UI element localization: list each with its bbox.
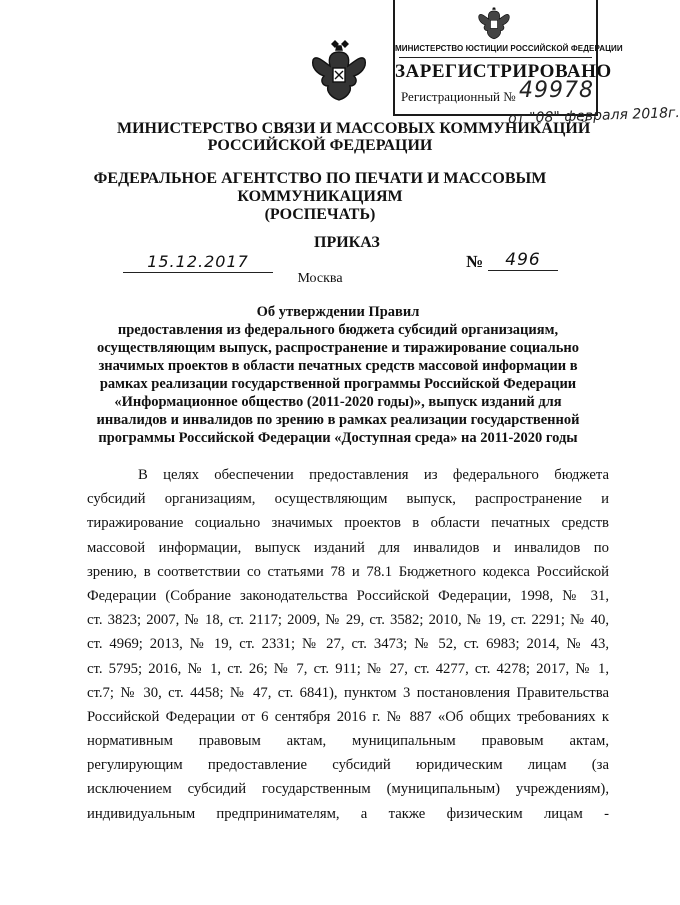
body-line: массовой информации, выпуск изданий для инвалидов и инвалидов по bbox=[87, 539, 609, 556]
stamp-reg-number: 49978 bbox=[519, 78, 594, 103]
stamp-divider bbox=[399, 57, 592, 58]
subject-line: предоставления из федерального бюджета субсидий организациям, bbox=[117, 322, 559, 338]
body-line: ст.7; № 30, ст. 4458; № 47, ст. 6841), пунктом 3 постановления Правительства bbox=[87, 684, 609, 701]
body-line: ст. 5795; 2016, № 1, ст. 26; № 7, ст. 911; № 27, ст. 4277, ст. 4278; 2017, № 1, bbox=[87, 660, 609, 677]
body-line: Федерации (Собрание законодательства Российской Федерации, 1998, № 31, bbox=[87, 587, 609, 604]
body-line: тиражирование социально значимых проектов в области печатных средств bbox=[87, 515, 609, 532]
stamp-reg-date: от "08" февраля 2018г. bbox=[507, 105, 680, 127]
subject-line: осуществляющим выпуск, распространение и тиражирование социально bbox=[97, 340, 579, 356]
body-line: зрению, в соответствии со статьями 78 и 78.1 Бюджетного кодекса Российской bbox=[87, 563, 609, 580]
agency-name-line2: КОММУНИКАЦИЯМ bbox=[237, 188, 403, 205]
body-line: регулирующим предоставление субсидий юридическим лицам (за bbox=[87, 757, 609, 774]
order-number-label: № bbox=[466, 252, 484, 271]
body-line: ст. 3823; 2007, № 18, ст. 2117; 2009, № 29, ст. 3582; 2010, № 19, ст. 2291; № 40, bbox=[87, 612, 609, 629]
subject-line: значимых проектов в области печатных средств массовой информации в bbox=[98, 358, 578, 374]
coat-of-arms-icon bbox=[310, 40, 368, 102]
body-line: субсидий организациям, осуществляющим выпуск, распространение и bbox=[87, 491, 609, 508]
body-line: ст. 4969; 2013, № 19, ст. 2331; № 27, ст. 3473; № 52, ст. 6983; 2014, № 43, bbox=[87, 636, 609, 653]
subject-line: «Информационное общество (2011-2020 годы)», выпуск изданий для bbox=[114, 394, 562, 410]
stamp-ministry: МИНИСТЕРСТВО ЮСТИЦИИ РОССИЙСКОЙ ФЕДЕРАЦИИ bbox=[395, 44, 623, 53]
subject-line: Об утверждении Правил bbox=[256, 304, 420, 320]
body-text bbox=[87, 465, 609, 820]
ministry-name-line1: МИНИСТЕРСТВО СВЯЗИ И МАССОВЫХ КОММУНИКАЦИЙ bbox=[117, 120, 591, 137]
body-line: В целях обеспечении предоставления из федерального бюджета bbox=[138, 467, 609, 483]
ministry-name-line2: РОССИЙСКОЙ ФЕДЕРАЦИИ bbox=[207, 137, 433, 154]
subject-line: рамках реализации государственной программы Российской Федерации bbox=[99, 376, 577, 392]
subject-line: программы Российской Федерации «Доступная среда» на 2011-2020 годы bbox=[98, 430, 578, 446]
subject-line: инвалидов и инвалидов по зрению в рамках реализации государственной bbox=[96, 412, 580, 428]
stamp-coat-of-arms-icon bbox=[477, 4, 511, 40]
registration-stamp bbox=[393, 0, 680, 127]
stamp-reg-label: Регистрационный № bbox=[401, 89, 516, 104]
body-line: исключением субсидий государственным (муниципальным) учреждениям), bbox=[87, 781, 609, 798]
body-line: Российской Федерации от 6 сентября 2016 г. № 887 «Об общих требованиях к bbox=[87, 708, 609, 725]
stamp-registered: ЗАРЕГИСТРИРОВАНО bbox=[395, 61, 612, 82]
body-line: нормативным правовым актам, муниципальным правовым актам, bbox=[87, 733, 609, 750]
document-type: ПРИКАЗ bbox=[314, 234, 380, 251]
agency-name-line3: (РОСПЕЧАТЬ) bbox=[264, 206, 376, 223]
agency-name-line1: ФЕДЕРАЛЬНОЕ АГЕНТСТВО ПО ПЕЧАТИ И МАССОВЫМ bbox=[93, 170, 547, 187]
order-subject bbox=[88, 303, 588, 447]
order-number: 496 bbox=[488, 250, 558, 271]
order-date: 15.12.2017 bbox=[123, 252, 273, 273]
city: Москва bbox=[297, 271, 343, 286]
body-line: индивидуальным предпринимателям, а также физическим лицам - bbox=[87, 805, 609, 822]
